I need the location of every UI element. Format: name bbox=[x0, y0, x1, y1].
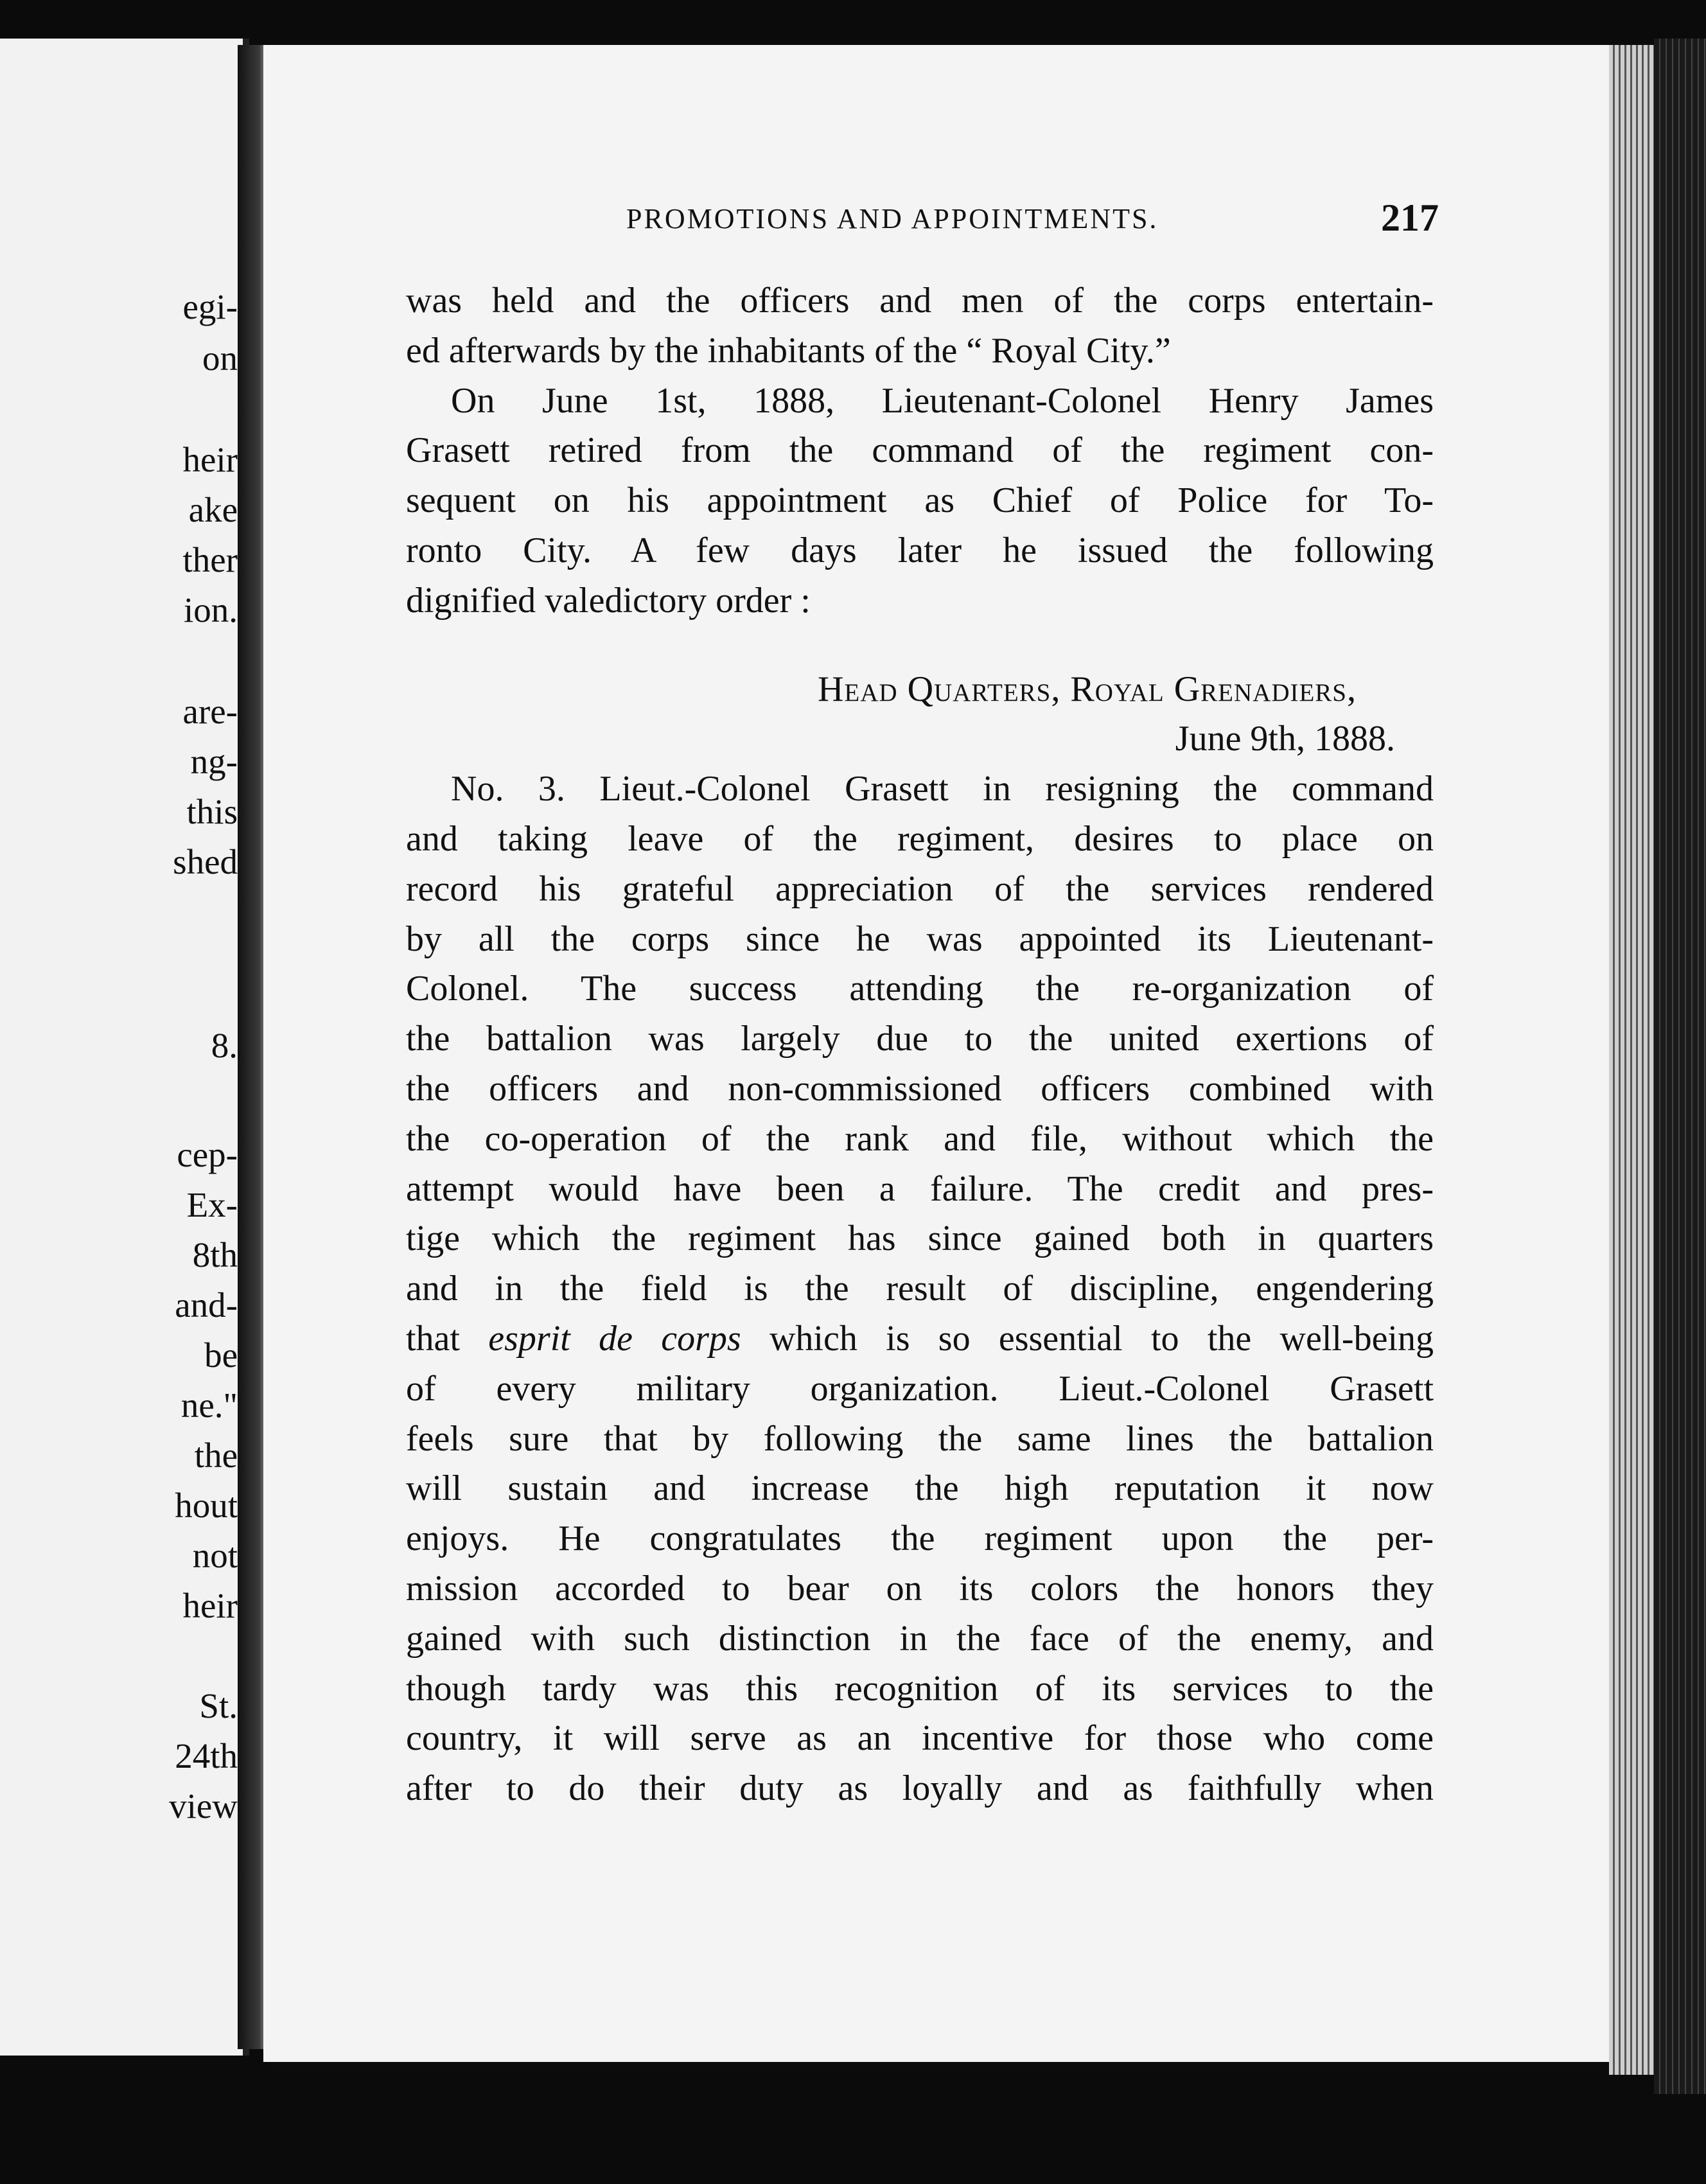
text-fragment: that bbox=[406, 1318, 489, 1359]
running-title: PROMOTIONS AND APPOINTMENTS. bbox=[626, 203, 1159, 234]
body-text bbox=[406, 276, 1434, 1814]
left-page-fragment: ion. bbox=[183, 590, 238, 630]
left-page-fragment: shed bbox=[173, 842, 238, 881]
left-page-fragment: on bbox=[202, 339, 238, 378]
left-page-fragment: 24th bbox=[175, 1736, 238, 1775]
paragraph-2 bbox=[406, 376, 1434, 626]
text-line: the battalion was largely due to the united exertions of bbox=[406, 1019, 1434, 1059]
paragraph-1 bbox=[406, 276, 1434, 376]
text-line: Grasett retired from the command of the regiment con- bbox=[406, 430, 1434, 471]
text-line: feels sure that by following the same lines the battalion bbox=[406, 1418, 1434, 1459]
left-page-fragment: 8th bbox=[192, 1235, 238, 1274]
text-line-esprit bbox=[406, 1314, 1434, 1364]
text-line: and taking leave of the regiment, desires to place on bbox=[406, 818, 1434, 859]
text-line: ronto City. A few days later he issued the following bbox=[406, 530, 1434, 570]
page-edges bbox=[1609, 45, 1654, 2075]
left-page-fragment: egi- bbox=[182, 287, 238, 326]
left-page-fragment: the bbox=[194, 1436, 238, 1475]
text-line: record his grateful appreciation of the services rendered bbox=[406, 868, 1434, 909]
text-line: attempt would have been a failure. The credit and pres- bbox=[406, 1168, 1434, 1209]
order-date: June 9th, 1888. bbox=[1175, 719, 1395, 759]
text-line: sequent on his appointment as Chief of Police for To- bbox=[406, 480, 1434, 521]
text-fragment: which is so essential to the well-being bbox=[741, 1318, 1434, 1359]
text-line: ed afterwards by the inhabitants of the “ Royal City.” bbox=[406, 330, 1171, 371]
left-page-fragment: hout bbox=[175, 1486, 238, 1525]
left-page-fragment: ake bbox=[188, 490, 238, 529]
text-line: was held and the officers and men of the corps entertain- bbox=[406, 281, 1434, 321]
text-line: and in the field is the result of discipline, engendering bbox=[406, 1269, 1434, 1309]
spacer bbox=[406, 626, 1434, 665]
text-line: On June 1st, 1888, Lieutenant-Colonel Henry James bbox=[451, 380, 1434, 421]
left-page-fragment: heir bbox=[182, 440, 238, 479]
paragraph-3 bbox=[406, 764, 1434, 1814]
left-page-fragment: ne." bbox=[180, 1386, 238, 1425]
text-line: after to do their duty as loyally and as faithfully when bbox=[406, 1768, 1434, 1809]
text-line: country, it will serve as an incentive for those who come bbox=[406, 1718, 1434, 1759]
text-line: the co-operation of the rank and file, without which the bbox=[406, 1118, 1434, 1159]
italic-phrase: esprit de corps bbox=[488, 1318, 741, 1359]
page-number: 217 bbox=[1381, 197, 1439, 239]
left-page-fragment: this bbox=[186, 792, 238, 831]
running-head bbox=[366, 164, 1439, 239]
text-line: of every military organization. Lieut.-Colonel Grasett bbox=[406, 1368, 1434, 1409]
text-line: No. 3. Lieut.-Colonel Grasett in resigning the command bbox=[451, 769, 1434, 809]
left-facing-page bbox=[0, 39, 249, 2056]
left-page-fragment: are- bbox=[182, 692, 238, 731]
left-page-fragment: ther bbox=[182, 540, 238, 579]
text-line: tige which the regiment has since gained both in quarters bbox=[406, 1219, 1434, 1259]
text-line: Colonel. The success attending the re-organization of bbox=[406, 969, 1434, 1009]
left-page-fragment: not bbox=[192, 1536, 238, 1575]
left-page-fragment: cep- bbox=[177, 1135, 238, 1174]
text-line: will sustain and increase the high reputation it now bbox=[406, 1468, 1434, 1509]
book-cover-edge bbox=[1654, 39, 1706, 2094]
left-page-fragment: and- bbox=[175, 1285, 238, 1325]
left-page-fragment: be bbox=[204, 1335, 238, 1375]
text-line: enjoys. He congratulates the regiment upon the per- bbox=[406, 1519, 1434, 1559]
text-line: the officers and non-commissioned officers combined with bbox=[406, 1068, 1434, 1109]
left-page-fragment: view bbox=[169, 1786, 238, 1826]
text-line: by all the corps since he was appointed its Lieutenant- bbox=[406, 919, 1434, 959]
text-line: though tardy was this recognition of its services to the bbox=[406, 1668, 1434, 1709]
left-page-fragment: 8. bbox=[211, 1026, 238, 1065]
left-page-fragment: Ex- bbox=[186, 1185, 238, 1224]
left-page-fragment: ng- bbox=[190, 742, 238, 781]
text-line: gained with such distinction in the face of the enemy, and bbox=[406, 1618, 1434, 1659]
left-page-fragment: heir bbox=[182, 1586, 238, 1625]
text-line: mission accorded to bear on its colors the honors they bbox=[406, 1568, 1434, 1608]
text-line: dignified valedictory order : bbox=[406, 580, 811, 621]
left-page-fragment: St. bbox=[199, 1686, 238, 1725]
order-heading: Head Quarters, Royal Grenadiers, bbox=[817, 669, 1357, 709]
